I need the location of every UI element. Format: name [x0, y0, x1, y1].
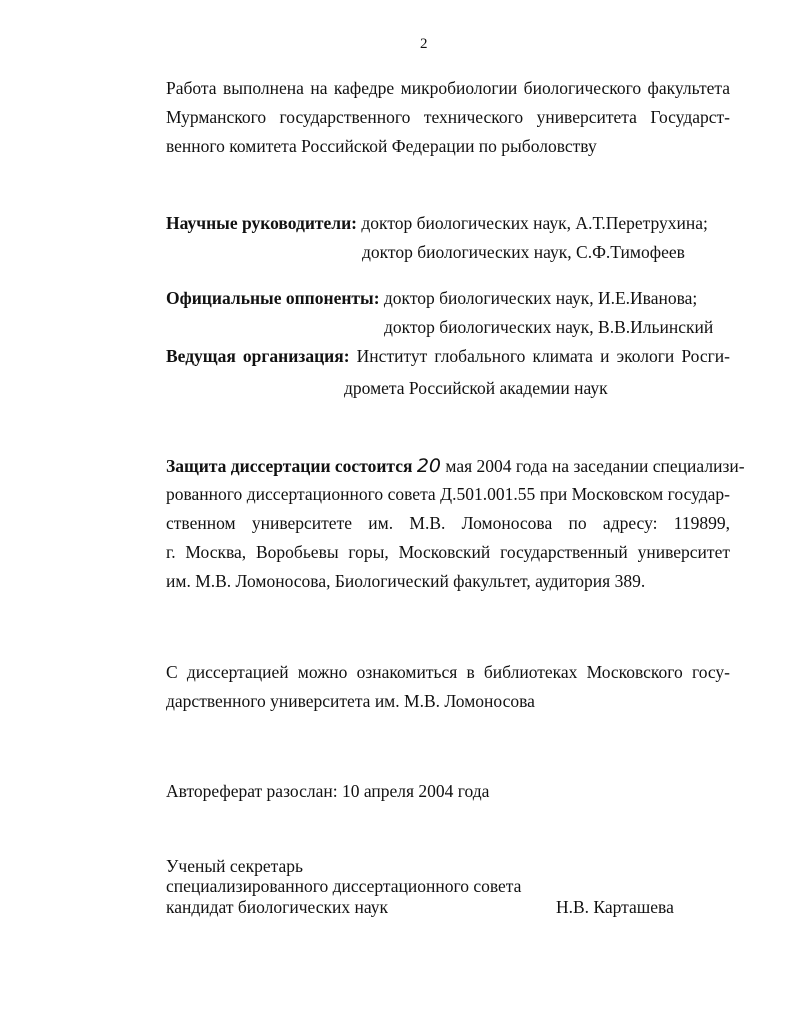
opponents-line-1 [166, 288, 697, 309]
opponent-1: доктор биологических наук, И.Е.Иванова; [383, 288, 698, 308]
intro-line-2: Мурманского государственного технического университета Государст- [166, 107, 730, 127]
secretary-name: Н.В. Карташева [556, 897, 674, 917]
secretary-line-2: специализированного диссертационного совета [166, 876, 522, 896]
leading-org-line-1 [166, 346, 730, 367]
supervisors-line-1 [166, 213, 708, 234]
defense-line-2: рованного диссертационного совета Д.501.001.55 при Московском государ- [166, 484, 730, 504]
leading-org-label: Ведущая организация: [166, 346, 350, 366]
defense-line-1-rest: мая 2004 года на заседании специализи- [445, 456, 745, 476]
mailing-date: Автореферат разослан: 10 апреля 2004 года [166, 781, 490, 801]
page-number: 2 [420, 36, 428, 52]
supervisors-label: Научные руководители: [166, 213, 358, 233]
leading-org-line-2: дромета Российской академии наук [344, 378, 608, 398]
opponent-2: доктор биологических наук, В.В.Ильинский [384, 317, 714, 337]
defense-line-4: г. Москва, Воробьевы горы, Московский государственный университет [166, 542, 730, 562]
defense-day: 20 [416, 455, 442, 477]
supervisor-1: доктор биологических наук, А.Т.Перетрухина; [361, 213, 708, 233]
secretary-line-3: кандидат биологических наук [166, 897, 388, 917]
supervisor-2: доктор биологических наук, С.Ф.Тимофеев [362, 242, 685, 262]
opponents-label: Официальные оппоненты: [166, 288, 380, 308]
defense-line-1 [166, 455, 745, 477]
defense-line-3: ственном университете им. М.В. Ломоносова по адресу: 119899, [166, 513, 730, 533]
library-line-1: С диссертацией можно ознакомиться в библиотеках Московского госу- [166, 662, 730, 682]
defense-line-5: им. М.В. Ломоносова, Биологический факультет, аудитория 389. [166, 571, 646, 591]
library-line-2: дарственного университета им. М.В. Ломоносова [166, 691, 535, 711]
intro-line-1: Работа выполнена на кафедре микробиологии биологического факультета [166, 78, 730, 98]
defense-label: Защита диссертации состоится [166, 456, 413, 476]
intro-line-3: венного комитета Российской Федерации по рыболовству [166, 136, 597, 156]
leading-org-text-1: Институт глобального климата и экологи Росги- [356, 346, 731, 366]
secretary-line-1: Ученый секретарь [166, 856, 303, 876]
